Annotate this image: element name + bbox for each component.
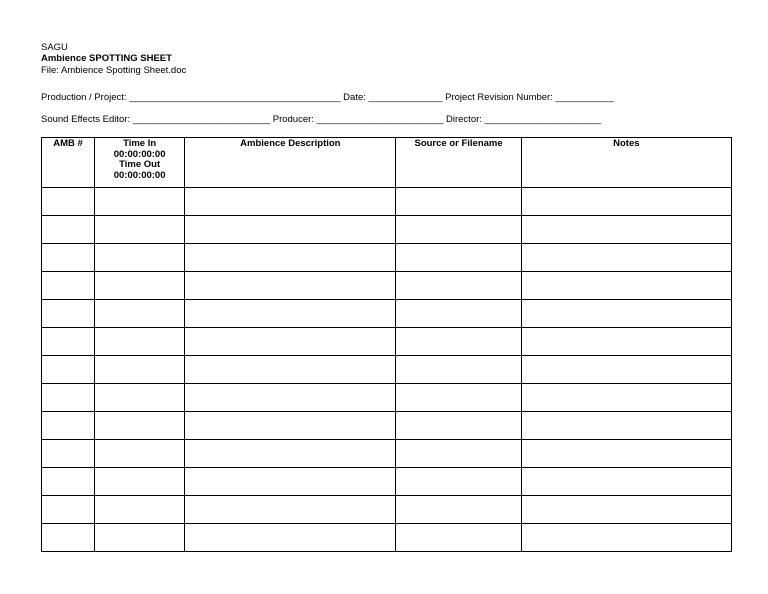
cell-description[interactable]	[185, 356, 396, 384]
cell-amb[interactable]	[42, 524, 95, 552]
spotting-table	[41, 137, 732, 552]
cell-source[interactable]	[396, 440, 521, 468]
cell-amb[interactable]	[42, 328, 95, 356]
cell-amb[interactable]	[42, 216, 95, 244]
cell-time[interactable]	[95, 468, 185, 496]
production-field[interactable]: ________________________________________	[129, 92, 341, 103]
cell-description[interactable]	[185, 244, 396, 272]
producer-field[interactable]: ________________________	[316, 114, 444, 125]
table-row	[42, 244, 732, 272]
cell-notes[interactable]	[521, 272, 731, 300]
table-row	[42, 328, 732, 356]
cell-time[interactable]	[95, 384, 185, 412]
cell-source[interactable]	[396, 468, 521, 496]
cell-description[interactable]	[185, 384, 396, 412]
cell-amb[interactable]	[42, 188, 95, 216]
cell-time[interactable]	[95, 496, 185, 524]
cell-description[interactable]	[185, 300, 396, 328]
date-field[interactable]: ______________	[368, 92, 443, 103]
sfx-editor-field[interactable]: __________________________	[132, 114, 271, 125]
revision-label: Project Revision Number:	[445, 92, 553, 103]
table-row	[42, 188, 732, 216]
table-row	[42, 496, 732, 524]
table-row	[42, 412, 732, 440]
director-label: Director:	[446, 114, 482, 125]
fields-row-1	[41, 92, 614, 103]
cell-source[interactable]	[396, 244, 521, 272]
cell-description[interactable]	[185, 412, 396, 440]
cell-notes[interactable]	[521, 188, 731, 216]
table-row	[42, 468, 732, 496]
cell-notes[interactable]	[521, 300, 731, 328]
header-time	[95, 138, 185, 188]
table-row	[42, 216, 732, 244]
cell-source[interactable]	[396, 216, 521, 244]
cell-notes[interactable]	[521, 356, 731, 384]
document-title	[41, 53, 172, 64]
cell-amb[interactable]	[42, 412, 95, 440]
header-time-in-label: Time In	[123, 138, 157, 149]
cell-source[interactable]	[396, 524, 521, 552]
cell-source[interactable]	[396, 384, 521, 412]
cell-notes[interactable]	[521, 412, 731, 440]
cell-source[interactable]	[396, 496, 521, 524]
header-amb-number: AMB #	[42, 138, 95, 188]
cell-description[interactable]	[185, 524, 396, 552]
cell-description[interactable]	[185, 496, 396, 524]
cell-source[interactable]	[396, 272, 521, 300]
cell-source[interactable]	[396, 300, 521, 328]
cell-time[interactable]	[95, 272, 185, 300]
cell-time[interactable]	[95, 300, 185, 328]
fields-row-2	[41, 114, 601, 125]
producer-label: Producer:	[272, 114, 314, 125]
cell-amb[interactable]	[42, 468, 95, 496]
cell-time[interactable]	[95, 412, 185, 440]
header-description: Ambience Description	[185, 138, 396, 188]
cell-description[interactable]	[185, 272, 396, 300]
cell-amb[interactable]	[42, 496, 95, 524]
cell-time[interactable]	[95, 188, 185, 216]
cell-amb[interactable]	[42, 244, 95, 272]
cell-description[interactable]	[185, 468, 396, 496]
cell-notes[interactable]	[521, 384, 731, 412]
header-time-out-value: 00:00:00:00	[113, 169, 166, 181]
header-notes: Notes	[521, 138, 731, 188]
table-row	[42, 300, 732, 328]
cell-amb[interactable]	[42, 440, 95, 468]
cell-time[interactable]	[95, 216, 185, 244]
cell-description[interactable]	[185, 328, 396, 356]
cell-time[interactable]	[95, 524, 185, 552]
table-row	[42, 384, 732, 412]
file-line: File: Ambience Spotting Sheet.doc	[41, 65, 187, 76]
cell-notes[interactable]	[521, 216, 731, 244]
cell-source[interactable]	[396, 356, 521, 384]
cell-notes[interactable]	[521, 524, 731, 552]
cell-notes[interactable]	[521, 244, 731, 272]
cell-amb[interactable]	[42, 272, 95, 300]
header-time-in-value: 00:00:00:00	[113, 148, 166, 160]
production-label: Production / Project:	[41, 92, 127, 103]
cell-notes[interactable]	[521, 496, 731, 524]
table-row	[42, 524, 732, 552]
org-name: SAGU	[41, 42, 68, 53]
cell-time[interactable]	[95, 356, 185, 384]
table-header-row	[42, 138, 732, 188]
cell-notes[interactable]	[521, 468, 731, 496]
cell-time[interactable]	[95, 244, 185, 272]
cell-source[interactable]	[396, 328, 521, 356]
cell-description[interactable]	[185, 216, 396, 244]
header-source: Source or Filename	[396, 138, 521, 188]
cell-description[interactable]	[185, 188, 396, 216]
cell-time[interactable]	[95, 328, 185, 356]
table-row	[42, 272, 732, 300]
cell-notes[interactable]	[521, 440, 731, 468]
cell-source[interactable]	[396, 412, 521, 440]
header-time-out-label: Time Out	[119, 159, 161, 170]
revision-field[interactable]: ___________	[555, 92, 614, 103]
cell-description[interactable]	[185, 440, 396, 468]
table-row	[42, 440, 732, 468]
director-field[interactable]: ______________________	[484, 114, 601, 125]
title-prefix: Ambience	[41, 53, 87, 64]
title-rest: SPOTTING SHEET	[89, 53, 172, 64]
date-label: Date:	[343, 92, 366, 103]
cell-amb[interactable]	[42, 300, 95, 328]
table-row	[42, 356, 732, 384]
cell-amb[interactable]	[42, 384, 95, 412]
cell-source[interactable]	[396, 188, 521, 216]
cell-amb[interactable]	[42, 356, 95, 384]
sfx-editor-label: Sound Effects Editor:	[41, 114, 131, 125]
cell-time[interactable]	[95, 440, 185, 468]
cell-notes[interactable]	[521, 328, 731, 356]
